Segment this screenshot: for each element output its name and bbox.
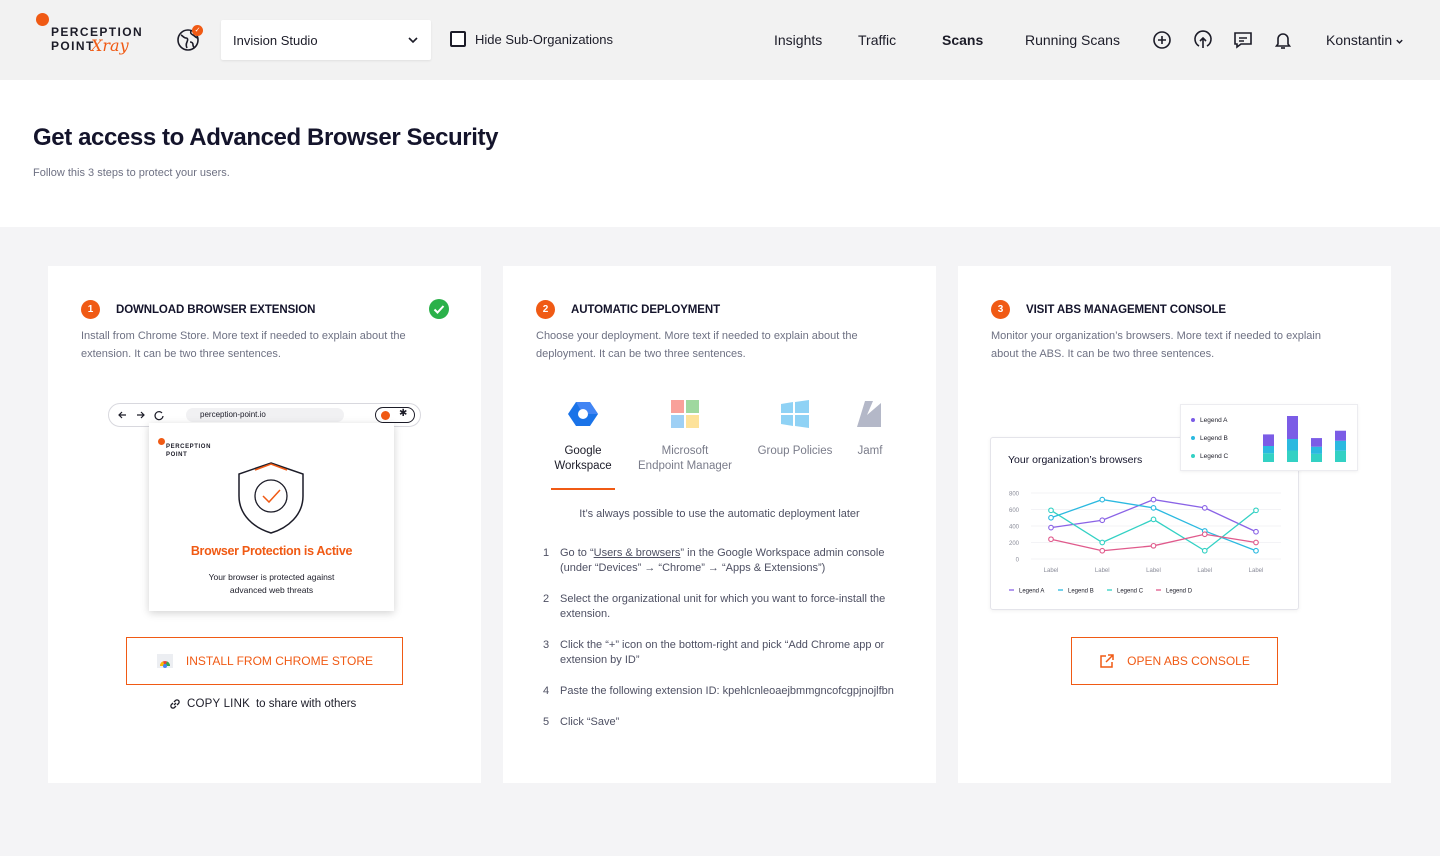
bell-icon[interactable] — [1273, 30, 1293, 50]
step-text[interactable]: Paste the following extension ID: kpehlcnleoaejbmmgncofcgpjnojlfbn — [560, 685, 894, 697]
step-number: 1 — [81, 300, 100, 319]
logo-line2: POINT — [51, 39, 95, 53]
hide-sub-orgs-label: Hide Sub-Organizations — [475, 31, 614, 47]
deployment-steps — [543, 546, 903, 746]
step-number: 3 — [991, 300, 1010, 319]
open-abs-console-button[interactable] — [1071, 637, 1278, 685]
logo-dot — [36, 13, 49, 26]
browser-url: perception-point.io — [186, 408, 344, 422]
user-name: Konstantin — [1326, 32, 1393, 48]
data-point — [1254, 508, 1259, 513]
step-description: Choose your deployment. More text if needed to explain about the deployment. It can be two three sentences. — [536, 330, 858, 360]
bar-segment — [1263, 453, 1274, 462]
bar-segment — [1287, 439, 1298, 451]
plus-circle-icon[interactable] — [1152, 30, 1172, 50]
step-text-pre: Go to “ — [560, 547, 594, 559]
hide-sub-orgs-checkbox[interactable] — [450, 31, 466, 47]
copy-link-suffix: to share with others — [255, 698, 357, 710]
x-tick-label: Label — [1197, 568, 1213, 574]
hide-sub-orgs-toggle[interactable] — [450, 31, 613, 47]
step-title: DOWNLOAD BROWSER EXTENSION — [116, 303, 316, 316]
bar-segment — [1335, 431, 1346, 441]
logo-script: Xray — [91, 36, 129, 55]
logo[interactable] — [34, 12, 144, 66]
tab-jamf[interactable] — [851, 399, 889, 459]
tab-label-line2: Endpoint Manager — [638, 460, 732, 472]
data-point — [1049, 515, 1054, 520]
chevron-down-icon — [407, 34, 419, 46]
step-card-download — [48, 266, 481, 783]
dashboard-title: Your organization’s browsers — [1008, 454, 1143, 466]
jamf-icon — [855, 399, 885, 429]
bar-segment — [1311, 447, 1322, 454]
y-tick-label: 800 — [1008, 491, 1019, 498]
tab-google-workspace[interactable] — [551, 399, 615, 474]
org-selector[interactable] — [221, 20, 431, 60]
page-title: Get access to Advanced Browser Security — [33, 124, 499, 151]
series-line — [1051, 500, 1256, 532]
chevron-down-icon — [1395, 37, 1404, 46]
list-item: 1 Go to “Users & browsers” in the Google Workspace admin console (under “Devices” → “Chrome” → “Apps & Extensions”) — [543, 546, 903, 576]
data-point — [1202, 548, 1207, 553]
y-tick-label: 600 — [1008, 508, 1019, 514]
nav-traffic[interactable]: Traffic — [858, 32, 897, 48]
check-circle-icon — [429, 299, 449, 319]
step-number: 2 — [536, 300, 555, 319]
message-icon[interactable] — [1233, 30, 1253, 50]
popup-logo-line1: PERCEPTION — [166, 444, 212, 450]
data-point — [1100, 497, 1105, 502]
data-point — [1049, 525, 1054, 530]
tab-label-line2: Workspace — [554, 460, 612, 472]
user-menu[interactable] — [1326, 32, 1404, 48]
tab-microsoft-endpoint[interactable] — [633, 399, 737, 474]
step-title: AUTOMATIC DEPLOYMENT — [571, 303, 720, 316]
extension-icons — [375, 407, 415, 423]
data-point — [1100, 540, 1105, 545]
step-header — [991, 300, 1226, 319]
y-tick-label: 400 — [1008, 524, 1019, 531]
globe-icon[interactable] — [176, 28, 200, 52]
legend-label: Legend C — [1200, 453, 1229, 460]
step-header — [81, 300, 315, 319]
bar-segment — [1287, 416, 1298, 439]
tab-label-line1: Jamf — [857, 445, 883, 457]
bar-segment — [1263, 446, 1274, 453]
x-tick-label: Label — [1094, 568, 1110, 574]
tab-label-line1: Group Policies — [757, 445, 833, 457]
step-card-console — [958, 266, 1391, 783]
x-tick-label: Label — [1248, 568, 1264, 574]
tab-label-line1: Google — [564, 445, 602, 457]
nav-running-scans[interactable]: Running Scans — [1025, 32, 1120, 48]
tab-label-line1: Microsoft — [661, 445, 709, 457]
data-point — [1100, 548, 1105, 553]
step-description: Install from Chrome Store. More text if needed to explain about the extension. It can be two three sentences. — [81, 330, 406, 360]
link-icon — [169, 698, 181, 710]
data-point — [1254, 548, 1259, 553]
users-browsers-link[interactable]: Users & browsers — [593, 547, 681, 559]
nav-scans[interactable]: Scans — [942, 32, 984, 48]
bar-segment — [1335, 441, 1346, 451]
bar-segment — [1311, 454, 1322, 462]
data-point — [1254, 540, 1259, 545]
step-card-deployment — [503, 266, 936, 783]
legend-label: Legend B — [1068, 588, 1094, 595]
data-point — [1151, 497, 1156, 502]
y-tick-label: 200 — [1008, 541, 1019, 547]
org-selector-value: Invision Studio — [233, 33, 318, 48]
popup-logo-line2: POINT — [166, 452, 188, 458]
puzzle-icon: ✱ — [399, 408, 408, 419]
external-link-icon — [1099, 653, 1115, 669]
list-item: 4 Paste the following extension ID: kpehlcnleoaejbmmgncofcgpjnojlfbn — [543, 685, 894, 697]
popup-status-title: Browser Protection is Active — [190, 544, 353, 558]
data-point — [1151, 544, 1156, 549]
copy-link-label: COPY LINK — [187, 698, 250, 710]
page-subtitle: Follow this 3 steps to protect your users. — [33, 167, 230, 179]
data-point — [1202, 532, 1207, 537]
bar-segment — [1335, 451, 1346, 462]
shield-check-icon — [235, 460, 307, 536]
mini-bar-chart — [1180, 404, 1358, 471]
extension-dot-icon — [381, 411, 390, 420]
legend-label: Legend A — [1200, 417, 1228, 424]
copy-link[interactable] — [169, 698, 356, 710]
data-point — [1049, 508, 1054, 513]
extension-popup — [149, 423, 394, 611]
step-header — [536, 300, 720, 319]
y-tick-label: 0 — [1015, 557, 1019, 564]
data-point — [1254, 529, 1259, 534]
microsoft-icon — [670, 399, 700, 429]
step-text: Click the “+” icon on the bottom-right and pick “Add Chrome app or extension by ID” — [560, 639, 885, 666]
tab-group-policies[interactable] — [753, 399, 837, 459]
step-text: Select the organizational unit for which you want to force-install the extension. — [560, 593, 886, 620]
x-tick-label: Label — [1146, 568, 1161, 574]
install-button-label: INSTALL FROM CHROME STORE — [185, 654, 374, 668]
page-header — [0, 80, 1440, 227]
bar-chart — [1181, 405, 1359, 472]
step-description: Monitor your organization’s browsers. More text if needed to explain about the ABS. It can be two three sentences. — [991, 330, 1321, 360]
legend-label: Legend A — [1019, 588, 1045, 595]
list-item: 5 Click “Save” — [543, 716, 620, 728]
data-point — [1202, 506, 1207, 511]
top-bar — [0, 0, 1440, 80]
bar-segment — [1287, 451, 1298, 463]
chrome-store-icon — [156, 652, 174, 670]
data-point — [1049, 537, 1054, 542]
active-tab-underline — [551, 488, 615, 490]
nav-insights[interactable]: Insights — [774, 32, 823, 48]
popup-status-text: Your browser is protected against advanced web threats — [208, 572, 335, 595]
bar-segment — [1263, 434, 1274, 446]
x-tick-label: Label — [1043, 568, 1059, 574]
data-point — [1151, 506, 1156, 511]
legend-label: Legend C — [1117, 588, 1144, 595]
open-console-label: OPEN ABS CONSOLE — [1127, 654, 1250, 668]
install-chrome-store-button[interactable] — [126, 637, 403, 685]
browser-nav-icon — [117, 409, 167, 421]
google-workspace-icon — [568, 399, 598, 429]
list-item: 2 Select the organizational unit for which you want to force-install the extension. — [543, 592, 903, 622]
step-text: Click “Save” — [560, 716, 620, 728]
deployment-later-note: It’s always possible to use the automatic deployment later — [579, 508, 860, 520]
upload-icon[interactable] — [1193, 30, 1213, 50]
step-text-post: ” in the Google Workspace admin console (under “Devices” → “Chrome” → “Apps & Extensions”) — [560, 547, 885, 574]
legend-label: Legend B — [1200, 435, 1228, 442]
bar-segment — [1311, 438, 1322, 447]
legend-label: Legend D — [1166, 588, 1193, 595]
logo-line1: PERCEPTION — [51, 25, 144, 39]
step-text — [560, 546, 903, 576]
notification-badge: ✓ — [192, 25, 203, 36]
data-point — [1100, 518, 1105, 523]
data-point — [1151, 517, 1156, 522]
windows-icon — [780, 399, 810, 429]
popup-logo-dot — [158, 438, 165, 445]
list-item: 3 Click the “+” icon on the bottom-right and pick “Add Chrome app or extension by ID” — [543, 638, 903, 668]
step-title: VISIT ABS MANAGEMENT CONSOLE — [1026, 303, 1226, 316]
